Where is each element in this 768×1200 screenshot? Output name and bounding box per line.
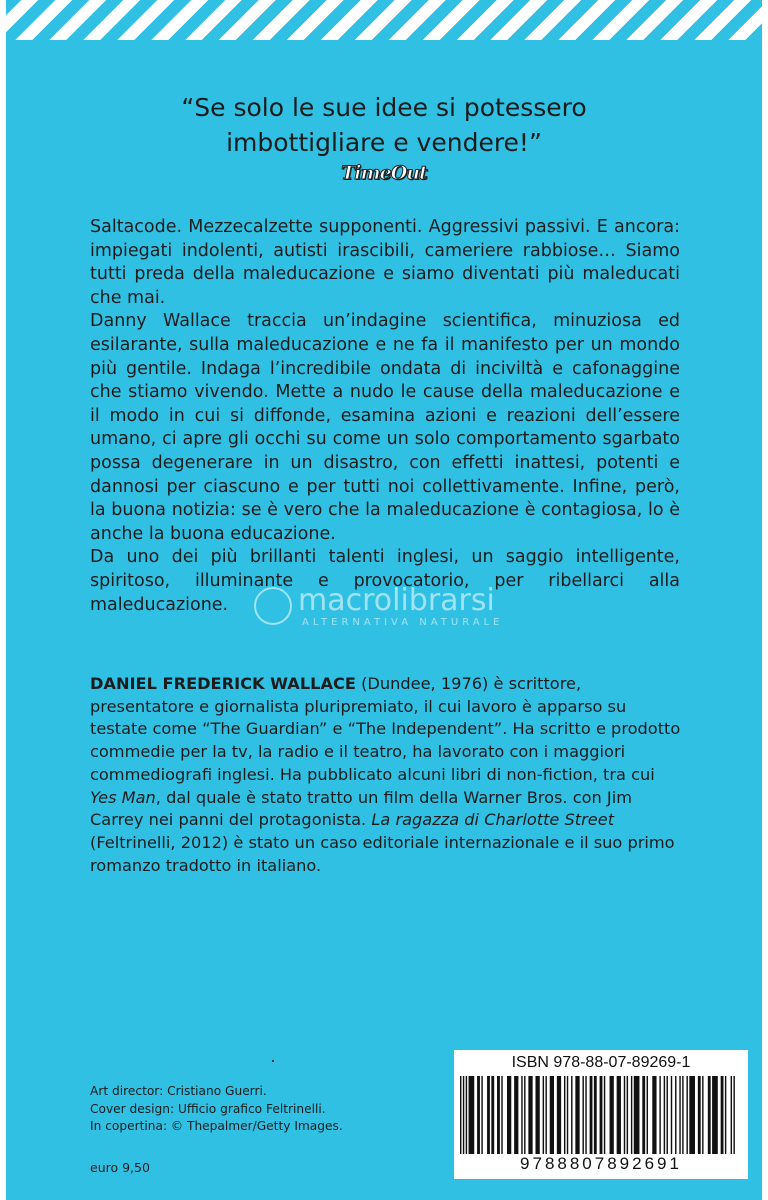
- barcode-bar: [477, 1076, 480, 1154]
- barcode-bar: [634, 1076, 640, 1154]
- description-paragraph: Danny Wallace traccia un’indagine scientifica, minuziosa ed esilarante, sulla maleducazione e ne fa il manifesto per un mondo più gentile. Indaga l’incredibile ondata di inciviltà e cafonaggine che stiamo vivendo. Mette a nudo le cause della maleducazione e il modo in cui si diffonde, esamina azioni e reazioni dell’essere umano, ci apre gli occhi su come un solo comportamento sgarbato possa degenerare in un disastro, con effetti inattesi, potenti e dannosi per ciascuno e per tutti noi collettivamente. Infine, però, la buona notizia: se è vero che la maleducazione è contagiosa, lo è anche la buona educazione.: [90, 311, 680, 544]
- barcode-bar: [675, 1076, 676, 1154]
- watermark-tagline: ALTERNATIVA NATURALE: [302, 617, 504, 628]
- barcode-bar: [664, 1076, 665, 1154]
- barcode-digits: 9788807892691: [454, 1154, 748, 1174]
- review-quote: [6, 90, 762, 160]
- bio-text: (Feltrinelli, 2012) è stato un caso editoriale internazionale e il suo primo romanzo tradotto in italiano.: [90, 832, 675, 875]
- barcode-bar: [524, 1076, 525, 1154]
- barcode-bar: [528, 1076, 532, 1154]
- quote-line-2: imbottigliare e vendere!”: [226, 128, 542, 157]
- isbn-label: ISBN 978-88-07-89269-1: [511, 1054, 691, 1071]
- barcode-guard-bar: [460, 1076, 461, 1162]
- book-back-cover: [6, 0, 762, 1200]
- description-paragraph: Saltacode. Mezzecalzette supponenti. Aggressivi passivi. E ancora: impiegati indolenti, autisti irascibili, cameriere rabbiose… Siamo tutti preda della maleducazione e siamo diventati più maleducati che mai.: [90, 217, 680, 308]
- barcode-bar: [600, 1076, 603, 1154]
- barcode-bar: [469, 1076, 475, 1154]
- barcode-guard-bar: [463, 1076, 464, 1162]
- bio-text: (Dundee, 1976) è scrittore, presentatore e giornalista pluripremiato, il cui lavoro è apparso su testate come “The Guardian” e “The Independent”. Ha scritto e prodotto commedie per la tv, la radio e il teatro, ha lavorato con i maggiori commediografi inglesi. Ha pubblicato alcuni libri di non-fiction, tra cui: [90, 674, 681, 784]
- barcode-bar: [575, 1076, 579, 1154]
- timeout-logo: TimeOut: [341, 162, 427, 184]
- book-description: [90, 216, 680, 617]
- barcode-bar: [659, 1076, 660, 1154]
- credits: [90, 1083, 343, 1136]
- barcode-bar: [466, 1076, 467, 1154]
- author-name: DANIEL FREDERICK WALLACE: [90, 674, 356, 693]
- barcode-bar: [543, 1076, 544, 1154]
- barcode-bar: [594, 1076, 597, 1154]
- barcode-guard-bar: [733, 1076, 734, 1162]
- credit-cover-image: In copertina: © Thepalmer/Getty Images.: [90, 1119, 343, 1133]
- credit-art-director: Art director: Cristiano Guerri.: [90, 1084, 267, 1098]
- barcode-bar: [617, 1076, 621, 1154]
- barcode-bar: [545, 1076, 546, 1154]
- barcode-panel: [454, 1050, 748, 1179]
- book-title: Yes Man: [90, 787, 156, 807]
- striped-border: [6, 0, 762, 40]
- barcode-bar: [497, 1076, 500, 1154]
- credit-cover-design: Cover design: Ufficio grafico Feltrinelli.: [90, 1101, 326, 1116]
- barcode-bar: [521, 1076, 522, 1154]
- price: euro 9,50: [90, 1160, 150, 1175]
- barcode-bar: [686, 1076, 687, 1154]
- barcode-bar: [507, 1076, 511, 1154]
- barcode-bar: [647, 1076, 648, 1154]
- barcode-bar: [642, 1076, 645, 1154]
- barcode-bar: [708, 1076, 711, 1154]
- description-paragraph: Da uno dei più brillanti talenti inglesi, un saggio intelligente, spiritoso, illuminante e provocatorio, per ribellarci alla maleducazione.: [90, 547, 680, 615]
- barcode-bar: [652, 1076, 656, 1154]
- barcode-bar: [501, 1076, 502, 1154]
- barcode-guard-bar: [731, 1076, 732, 1162]
- barcode-bar: [564, 1076, 565, 1154]
- barcode-bar: [535, 1076, 539, 1154]
- barcode-bar: [671, 1076, 672, 1154]
- book-title: La ragazza di Charlotte Street: [371, 810, 615, 830]
- bio-text: , dal quale è stato tratto un film della Warner Bros. con Jim Carrey nei panni del protagonista.: [90, 787, 632, 830]
- barcode-bar: [582, 1076, 583, 1154]
- barcode-bar: [481, 1076, 482, 1154]
- barcode-bar: [627, 1076, 628, 1154]
- barcode-bar: [590, 1076, 593, 1154]
- barcode-bar: [491, 1076, 494, 1154]
- barcode-bar: [624, 1076, 625, 1154]
- barcode-bar: [571, 1076, 572, 1154]
- barcode-bar: [682, 1076, 683, 1154]
- barcode-bar: [604, 1076, 605, 1154]
- author-bio: [90, 673, 686, 877]
- barcode-bar: [550, 1076, 554, 1154]
- barcode-bar: [514, 1076, 518, 1154]
- barcode-bar: [702, 1076, 703, 1154]
- print-dot: [272, 1060, 274, 1062]
- barcode-bar: [557, 1076, 561, 1154]
- barcode-bar: [610, 1076, 614, 1154]
- barcode-bar: [487, 1076, 490, 1154]
- barcode-bar: [698, 1076, 701, 1154]
- barcode-bar: [667, 1076, 668, 1154]
- barcode-bar: [567, 1076, 568, 1154]
- barcode-bar: [712, 1076, 718, 1154]
- barcode-bar: [679, 1076, 680, 1154]
- barcode-bars: [460, 1076, 742, 1162]
- watermark-brand: macrolibrarsi: [298, 583, 495, 618]
- barcode-bar: [689, 1076, 695, 1154]
- barcode-bar: [631, 1076, 632, 1154]
- barcode-bar: [725, 1076, 726, 1154]
- barcode-bar: [721, 1076, 724, 1154]
- barcode-bar: [585, 1076, 586, 1154]
- quote-line-1: “Se solo le sue idee si potessero: [181, 93, 587, 122]
